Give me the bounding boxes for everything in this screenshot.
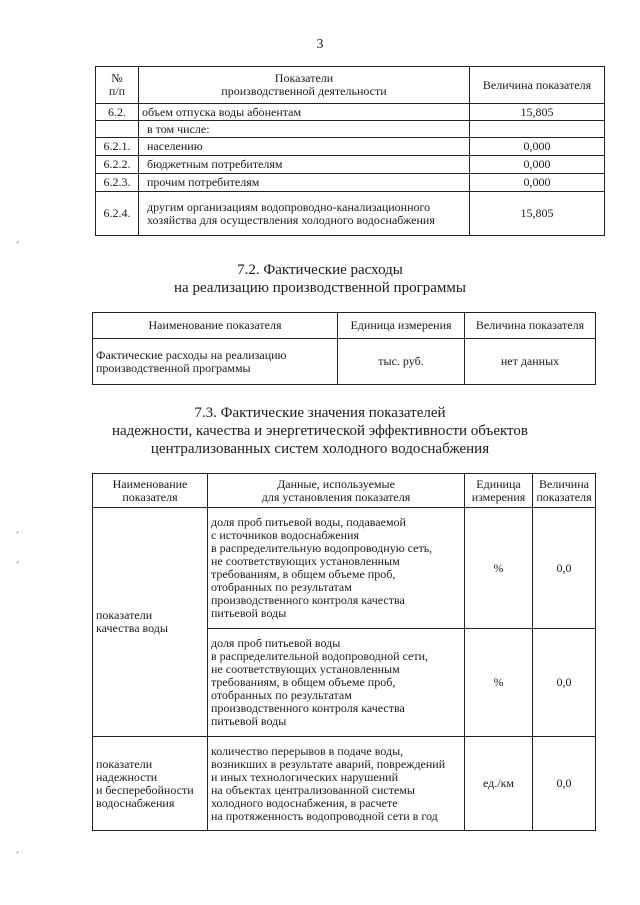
row-number xyxy=(96,121,139,138)
row-number: 6.2.4. xyxy=(96,192,139,236)
indicator-description: количество перерывов в подаче воды, возникших в результате аварий, повреждений и иных технологических нарушений на объектах централизованной системы холодного водоснабжения, в расчете на протяженность водопроводной сети в год xyxy=(208,737,465,831)
col-header-data: Данные, используемые для установления показателя xyxy=(208,474,465,508)
group-quality-name: показатели качества воды xyxy=(93,508,208,737)
table-header-row xyxy=(96,67,605,104)
section-7-2-title-line2: на реализацию производственной программы xyxy=(174,280,466,296)
indicator-unit: % xyxy=(465,508,533,629)
indicator-unit: % xyxy=(465,629,533,737)
row-value xyxy=(470,121,605,138)
production-indicators-table xyxy=(95,66,605,236)
row-number: 6.2.1. xyxy=(96,138,139,156)
row-label: населению xyxy=(139,138,470,156)
col-header-name: Наименование показателя xyxy=(93,474,208,508)
table-row xyxy=(93,339,596,385)
table-header-row xyxy=(93,474,596,508)
table-row xyxy=(96,174,605,192)
table-row xyxy=(96,104,605,121)
expense-name: Фактические расходы на реализацию производственной программы xyxy=(93,339,338,385)
table-row xyxy=(93,737,596,831)
col-header-number: № п/п xyxy=(96,67,139,104)
col-header-unit: Единица измерения xyxy=(338,313,465,339)
row-label: в том числе: xyxy=(139,121,470,138)
row-label: другим организациям водопроводно-канализационного хозяйства для осуществления холодного водоснабжения xyxy=(139,192,470,236)
col-header-value: Величина показателя xyxy=(465,313,596,339)
indicator-description: доля проб питьевой воды, подаваемой с источников водоснабжения в распределительную водопроводную сеть, не соответствующих установленным требованиям, в общем объеме проб, отобранных по результатам производственного контроля качества питьевой воды xyxy=(208,508,465,629)
col-header-value: Величина показателя xyxy=(533,474,596,508)
indicator-value: 0,0 xyxy=(533,508,596,629)
table-row xyxy=(96,138,605,156)
scan-mark: ˊ xyxy=(14,560,20,574)
scan-mark: ˊ xyxy=(14,850,20,864)
row-number: 6.2.2. xyxy=(96,156,139,174)
group-reliability-name: показатели надежности и бесперебойности водоснабжения xyxy=(93,737,208,831)
reliability-quality-table xyxy=(92,473,596,831)
section-7-2-title-line1: 7.2. Фактические расходы xyxy=(237,262,403,278)
indicator-description: доля проб питьевой воды в распределительной водопроводной сети, не соответствующих установленным требованиям, в общем объеме проб, отобранных по результатам производственного контроля качества питьевой воды xyxy=(208,629,465,737)
row-value: 0,000 xyxy=(470,174,605,192)
row-value: 15,805 xyxy=(470,104,605,121)
row-label: объем отпуска воды абонентам xyxy=(139,104,470,121)
table-header-row xyxy=(93,313,596,339)
row-value: 0,000 xyxy=(470,156,605,174)
indicator-value: 0,0 xyxy=(533,629,596,737)
table-row xyxy=(96,156,605,174)
col-header-unit: Единица измерения xyxy=(465,474,533,508)
section-7-2-title xyxy=(0,261,640,297)
indicator-value: 0,0 xyxy=(533,737,596,831)
row-number: 6.2.3. xyxy=(96,174,139,192)
page-number: 3 xyxy=(316,37,324,52)
table-row xyxy=(96,121,605,138)
col-header-value: Величина показателя xyxy=(470,67,605,104)
section-7-3-title-line1: 7.3. Фактические значения показателей xyxy=(194,405,446,421)
col-header-name: Наименование показателя xyxy=(93,313,338,339)
row-label: прочим потребителям xyxy=(139,174,470,192)
row-label: бюджетным потребителям xyxy=(139,156,470,174)
row-value: 0,000 xyxy=(470,138,605,156)
table-row xyxy=(93,508,596,629)
section-7-3-title-line2: надежности, качества и энергетической эффективности объектов xyxy=(111,423,528,439)
table-row xyxy=(96,192,605,236)
col-header-indicators: Показатели производственной деятельности xyxy=(139,67,470,104)
row-number: 6.2. xyxy=(96,104,139,121)
expense-unit: тыс. руб. xyxy=(338,339,465,385)
section-7-3-title xyxy=(0,404,640,458)
expense-value: нет данных xyxy=(465,339,596,385)
section-7-3-title-line3: централизованных систем холодного водоснабжения xyxy=(150,441,490,457)
row-value: 15,805 xyxy=(470,192,605,236)
scan-mark: ˊ xyxy=(14,530,20,544)
scan-mark: ˊ xyxy=(14,240,20,254)
indicator-unit: ед./км xyxy=(465,737,533,831)
actual-expenses-table xyxy=(92,312,596,385)
